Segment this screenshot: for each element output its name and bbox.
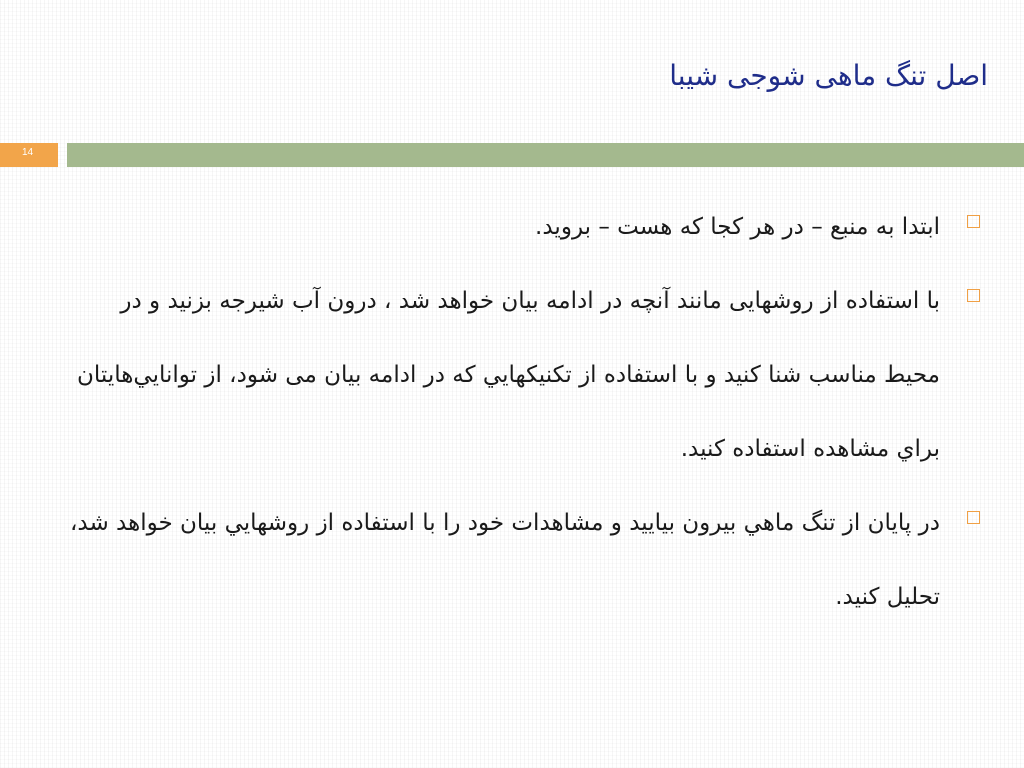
bullet-list [62, 190, 982, 634]
bullet-item-1 [62, 190, 982, 264]
title-divider-bar [67, 143, 1024, 167]
bullet-item-2 [62, 264, 982, 486]
bullet-item-3 [62, 486, 982, 634]
hollow-square-bullet-icon [967, 289, 980, 302]
page-number: 14 [0, 143, 58, 167]
bullet-text-2: با استفاده از روشهایی مانند آنچه در ادامه بیان خواهد شد ، درون آب شیرجه بزنید و در محیط مناسب شنا کنید و با استفاده از تکنیکهایي که در ادامه بیان می شود، از توانايي‌هايتان براي مشاهده استفاده کنید. [77, 288, 940, 462]
hollow-square-bullet-icon [967, 215, 980, 228]
hollow-square-bullet-icon [967, 511, 980, 524]
slide-title: اصل تنگ ماهی شوجی شیبا [669, 59, 988, 92]
bullet-text-3: در پایان از تنگ ماهي بیرون بیایید و مشاهدات خود را با استفاده از روشهايي بیان خواهد شد، تحلیل کنید. [69, 510, 940, 610]
bullet-text-1: ابتدا به منبع – در هر کجا که هست – بروید. [535, 214, 940, 240]
